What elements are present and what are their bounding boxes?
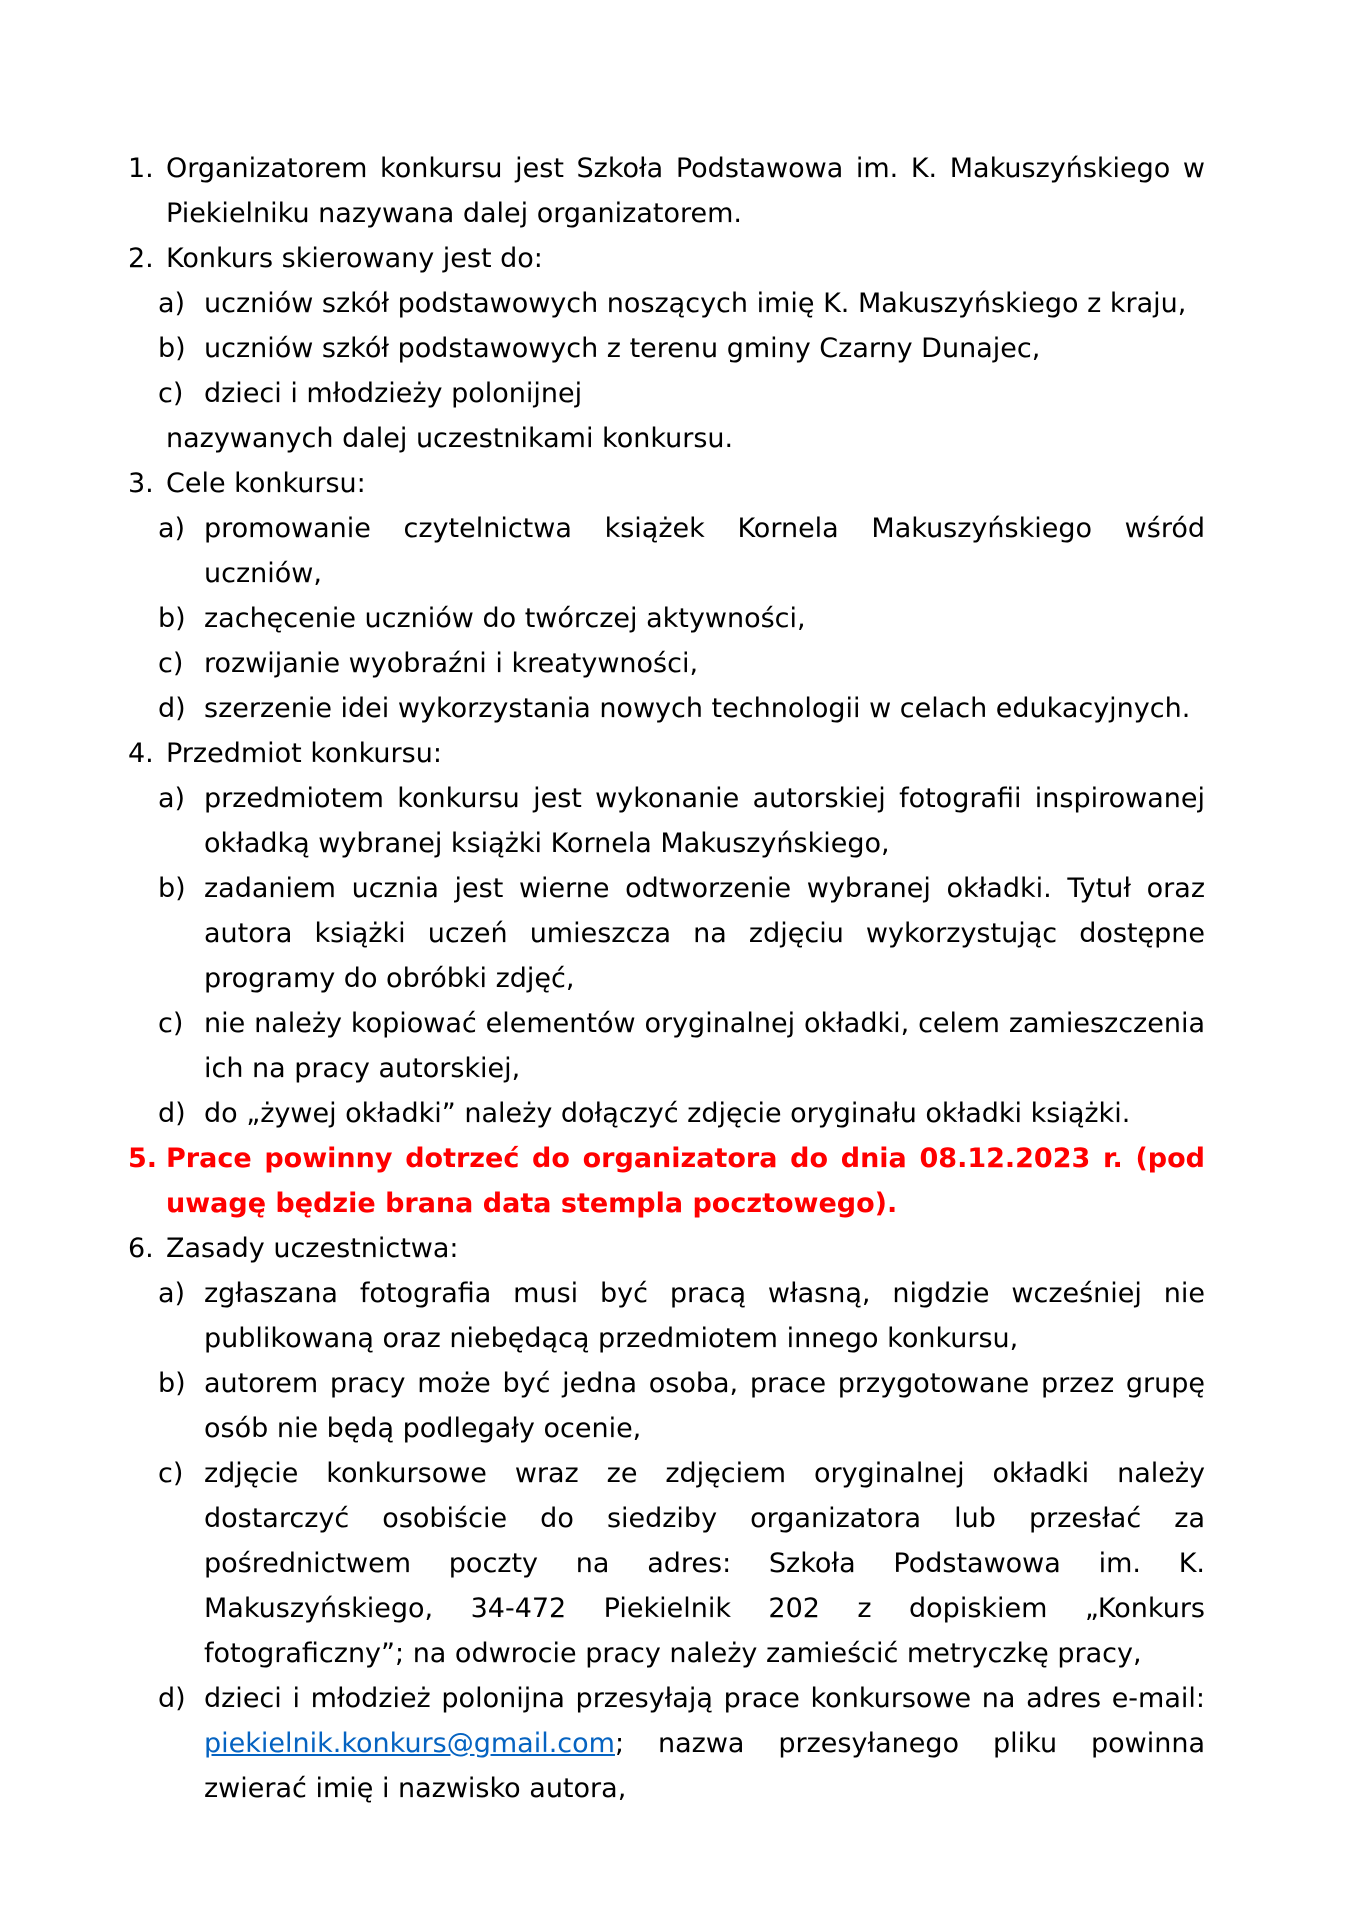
item-text	[166, 146, 1205, 236]
list-item-5	[128, 1136, 1205, 1226]
text-segment: szerzenie idei wykorzystania nowych technologii w celach edukacyjnych.	[204, 693, 1191, 724]
sub-item-c	[158, 641, 1205, 686]
text-segment: Organizatorem konkursu jest Szkoła Podstawowa im. K. Makuszyńskiego w Piekielniku nazywana dalej organizatorem.	[166, 153, 1205, 229]
text-segment: ; nazwa przesyłanego pliku powinna zwierać imię i nazwisko autora,	[204, 1728, 1205, 1804]
sub-item-b	[158, 596, 1205, 641]
sub-item-d	[158, 686, 1205, 731]
item-text	[166, 731, 1205, 776]
sub-item-letter: b)	[158, 873, 186, 904]
sub-item-letter: b)	[158, 603, 186, 634]
text-segment: nie należy kopiować elementów oryginalnej okładki, celem zamieszczenia ich na pracy autorskiej,	[204, 1008, 1205, 1084]
sub-item-letter: c)	[158, 1458, 184, 1489]
sub-item-letter: c)	[158, 648, 184, 679]
text-segment: Zasady uczestnictwa:	[166, 1233, 459, 1264]
text-segment: uczniów szkół podstawowych noszących imię K. Makuszyńskiego z kraju,	[204, 288, 1187, 319]
text-segment: Konkurs skierowany jest do:	[166, 243, 543, 274]
sub-item-c	[158, 1451, 1205, 1676]
list-item-2	[128, 236, 1205, 461]
sub-item-text	[204, 776, 1205, 866]
sub-list	[158, 776, 1205, 1136]
item-text	[166, 461, 1205, 506]
regulations-list	[128, 146, 1205, 1811]
text-segment: Prace powinny dotrzeć do organizatora do dnia 08.12.2023 r. (pod uwagę będzie brana data stempla pocztowego).	[166, 1143, 1205, 1219]
sub-item-b	[158, 1361, 1205, 1451]
sub-item-text	[204, 1451, 1205, 1676]
sub-item-text	[204, 1001, 1205, 1091]
text-segment: uczniów szkół podstawowych z terenu gminy Czarny Dunajec,	[204, 333, 1041, 364]
text-segment: zachęcenie uczniów do twórczej aktywności,	[204, 603, 806, 634]
item-number: 2.	[128, 243, 154, 274]
item-number: 4.	[128, 738, 154, 769]
sub-item-a	[158, 506, 1205, 596]
sub-item-letter: a)	[158, 783, 186, 814]
sub-item-text	[204, 1271, 1205, 1361]
text-segment: Przedmiot konkursu:	[166, 738, 442, 769]
sub-item-text	[204, 326, 1205, 371]
list-item-3	[128, 461, 1205, 731]
item-text	[166, 1226, 1205, 1271]
sub-item-text	[204, 1676, 1205, 1811]
sub-item-letter: c)	[158, 1008, 184, 1039]
sub-item-letter: b)	[158, 333, 186, 364]
item-number: 5.	[128, 1143, 158, 1174]
item-number: 3.	[128, 468, 154, 499]
list-item-4	[128, 731, 1205, 1136]
list-item-1	[128, 146, 1205, 236]
sub-item-text	[204, 686, 1205, 731]
sub-list	[158, 506, 1205, 731]
sub-item-letter: d)	[158, 1098, 186, 1129]
sub-item-b	[158, 326, 1205, 371]
item-text	[166, 236, 1205, 281]
sub-item-text	[204, 1361, 1205, 1451]
sub-item-letter: c)	[158, 378, 184, 409]
sub-item-text	[204, 596, 1205, 641]
sub-item-text	[204, 506, 1205, 596]
text-segment: zdjęcie konkursowe wraz ze zdjęciem oryginalnej okładki należy dostarczyć osobiście do siedziby organizatora lub przesłać za pośrednictwem poczty na adres: Szkoła Podstawowa im. K. Makuszyńskiego, 34-472 Piekielnik 202 z dopiskiem „Konkurs fotograficzny”; na odwrocie pracy należy zamieścić metryczkę pracy,	[204, 1458, 1205, 1669]
text-segment: przedmiotem konkursu jest wykonanie autorskiej fotografii inspirowanej okładką wybranej książki Kornela Makuszyńskiego,	[204, 783, 1205, 859]
sub-item-letter: b)	[158, 1368, 186, 1399]
sub-item-text	[204, 281, 1205, 326]
sub-item-letter: d)	[158, 693, 186, 724]
text-segment: autorem pracy może być jedna osoba, prace przygotowane przez grupę osób nie będą podlegały ocenie,	[204, 1368, 1205, 1444]
sub-item-letter: a)	[158, 1278, 186, 1309]
list-item-6	[128, 1226, 1205, 1811]
sub-item-c	[158, 1001, 1205, 1091]
sub-item-text	[204, 641, 1205, 686]
sub-item-text	[204, 371, 1205, 416]
item-tail-text: nazywanych dalej uczestnikami konkursu.	[166, 423, 734, 454]
sub-item-letter: a)	[158, 288, 186, 319]
item-text	[166, 1136, 1205, 1226]
sub-list	[158, 1271, 1205, 1811]
sub-item-b	[158, 866, 1205, 1001]
text-segment: Cele konkursu:	[166, 468, 366, 499]
item-number: 1.	[128, 153, 154, 184]
sub-item-a	[158, 1271, 1205, 1361]
text-segment: do „żywej okładki” należy dołączyć zdjęcie oryginału okładki książki.	[204, 1098, 1131, 1129]
text-segment: zgłaszana fotografia musi być pracą własną, nigdzie wcześniej nie publikowaną oraz niebędącą przedmiotem innego konkursu,	[204, 1278, 1205, 1354]
sub-item-text	[204, 1091, 1205, 1136]
text-segment: dzieci i młodzieży polonijnej	[204, 378, 583, 409]
sub-item-letter: a)	[158, 513, 186, 544]
sub-item-d	[158, 1091, 1205, 1136]
sub-list	[158, 281, 1205, 416]
sub-item-letter: d)	[158, 1683, 186, 1714]
text-segment: rozwijanie wyobraźni i kreatywności,	[204, 648, 699, 679]
sub-item-text	[204, 866, 1205, 1001]
text-segment: zadaniem ucznia jest wierne odtworzenie wybranej okładki. Tytuł oraz autora książki uczeń umieszcza na zdjęciu wykorzystując dostępne programy do obróbki zdjęć,	[204, 873, 1205, 994]
text-segment: promowanie czytelnictwa książek Kornela Makuszyńskiego wśród uczniów,	[204, 513, 1205, 589]
item-number: 6.	[128, 1233, 154, 1264]
sub-item-a	[158, 281, 1205, 326]
email-link[interactable]: piekielnik.konkurs@gmail.com	[204, 1728, 615, 1759]
sub-item-c	[158, 371, 1205, 416]
sub-item-a	[158, 776, 1205, 866]
sub-item-d	[158, 1676, 1205, 1811]
text-segment: dzieci i młodzież polonijna przesyłają prace konkursowe na adres e-mail:	[204, 1683, 1205, 1714]
